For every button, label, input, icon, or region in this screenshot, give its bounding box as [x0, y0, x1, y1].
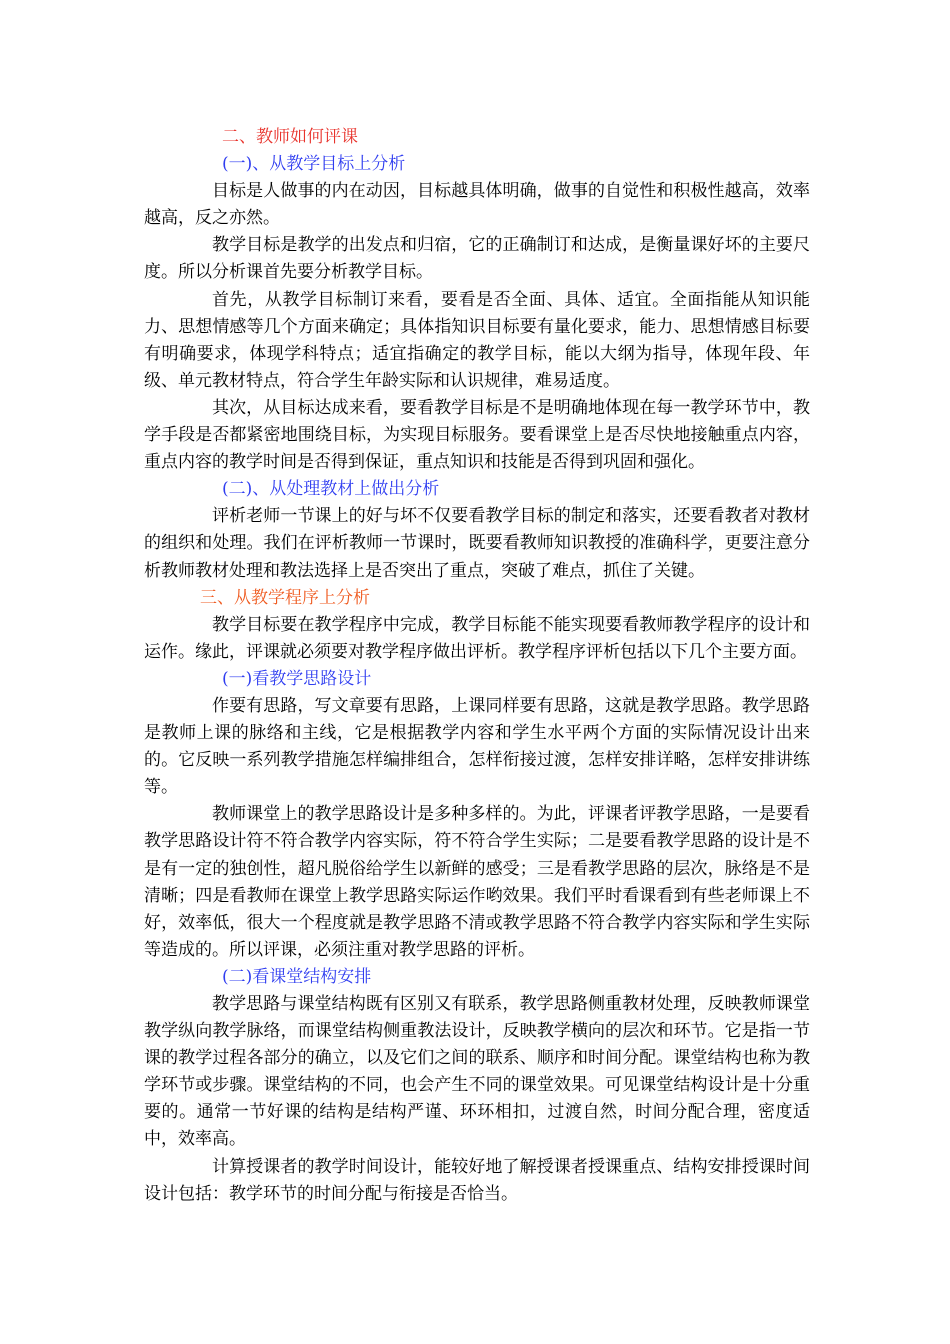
paragraph: 计算授课者的教学时间设计，能较好地了解授课者授课重点、结构安排授课时间设计包括：教学环节的时间分配与衔接是否恰当。	[144, 1156, 810, 1204]
paragraph: 教学思路与课堂结构既有区别又有联系，教学思路侧重教材处理，反映教师课堂教学纵向教学脉络，而课堂结构侧重教法设计，反映教学横向的层次和环节。它是指一节课的教学过程各部分的确立，以及它们之间的联系、顺序和时间分配。课堂结构也称为教学环节或步骤。课堂结构的不同，也会产生不同的课堂效果。可见课堂结构设计是十分重要的。通常一节好课的结构是结构严谨、环环相扣，过渡自然，时间分配合理，密度适中，效率高。	[144, 994, 810, 1150]
subheading-teaching-thinking: (一)看教学思路设计	[222, 668, 372, 689]
paragraph: 评析老师一节课上的好与坏不仅要看教学目标的制定和落实，还要看教者对教材的组织和处理。我们在评析教师一节课时，既要看教师知识教授的准确科学，更要注意分析教师教材处理和教法选择上是否突出了重点，突破了难点，抓住了关键。	[144, 506, 810, 581]
heading-main: 二、教师如何评课	[222, 127, 358, 147]
paragraph: 目标是人做事的内在动因，目标越具体明确，做事的自觉性和积极性越高，效率越高，反之亦然。	[144, 181, 810, 229]
document-page	[144, 124, 810, 1208]
paragraph: 教学目标是教学的出发点和归宿，它的正确制订和达成，是衡量课好坏的主要尺度。所以分析课首先要分析教学目标。	[144, 235, 810, 283]
paragraph: 首先，从教学目标制订来看，要看是否全面、具体、适宜。全面指能从知识能力、思想情感等几个方面来确定；具体指知识目标要有量化要求，能力、思想情感目标要有明确要求，体现学科特点；适宜指确定的教学目标，能以大纲为指导，体现年段、年级、单元教材特点，符合学生年龄实际和认识规律，难易适度。	[144, 289, 810, 391]
paragraph: 作要有思路，写文章要有思路，上课同样要有思路，这就是教学思路。教学思路是教师上课的脉络和主线，它是根据教学内容和学生水平两个方面的实际情况设计出来的。它反映一系列教学措施怎样编排组合，怎样衔接过渡，怎样安排详略，怎样安排讲练等。	[144, 695, 810, 798]
section-heading-teaching-objectives: (一)、从教学目标上分析	[222, 154, 406, 175]
subheading-class-structure: (二)看课堂结构安排	[222, 966, 372, 987]
section-heading-teaching-materials: (二)、从处理教材上做出分析	[222, 479, 440, 500]
paragraph: 教师课堂上的教学思路设计是多种多样的。为此，评课者评教学思路，一是要看教学思路设计符不符合教学内容实际，符不符合学生实际；二是要看教学思路的设计是不是有一定的独创性，超凡脱俗给学生以新鲜的感受；三是看教学思路的层次，脉络是不是清晰；四是看教师在课堂上教学思路实际运作哟效果。我们平时看课看到有些老师课上不好，效率低，很大一个程度就是教学思路不清或教学思路不符合教学内容实际和学生实际等造成的。所以评课，必须注重对教学思路的评析。	[144, 804, 810, 960]
paragraph: 其次，从目标达成来看，要看教学目标是不是明确地体现在每一教学环节中，教学手段是否都紧密地围绕目标，为实现目标服务。要看课堂上是否尽快地接触重点内容，重点内容的教学时间是否得到保证，重点知识和技能是否得到巩固和强化。	[144, 397, 810, 473]
section-heading-teaching-procedure: 三、从教学程序上分析	[200, 587, 370, 608]
paragraph: 教学目标要在教学程序中完成，教学目标能不能实现要看教师教学程序的设计和运作。缘此，评课就必须要对教学程序做出评析。教学程序评析包括以下几个主要方面。	[144, 614, 810, 662]
